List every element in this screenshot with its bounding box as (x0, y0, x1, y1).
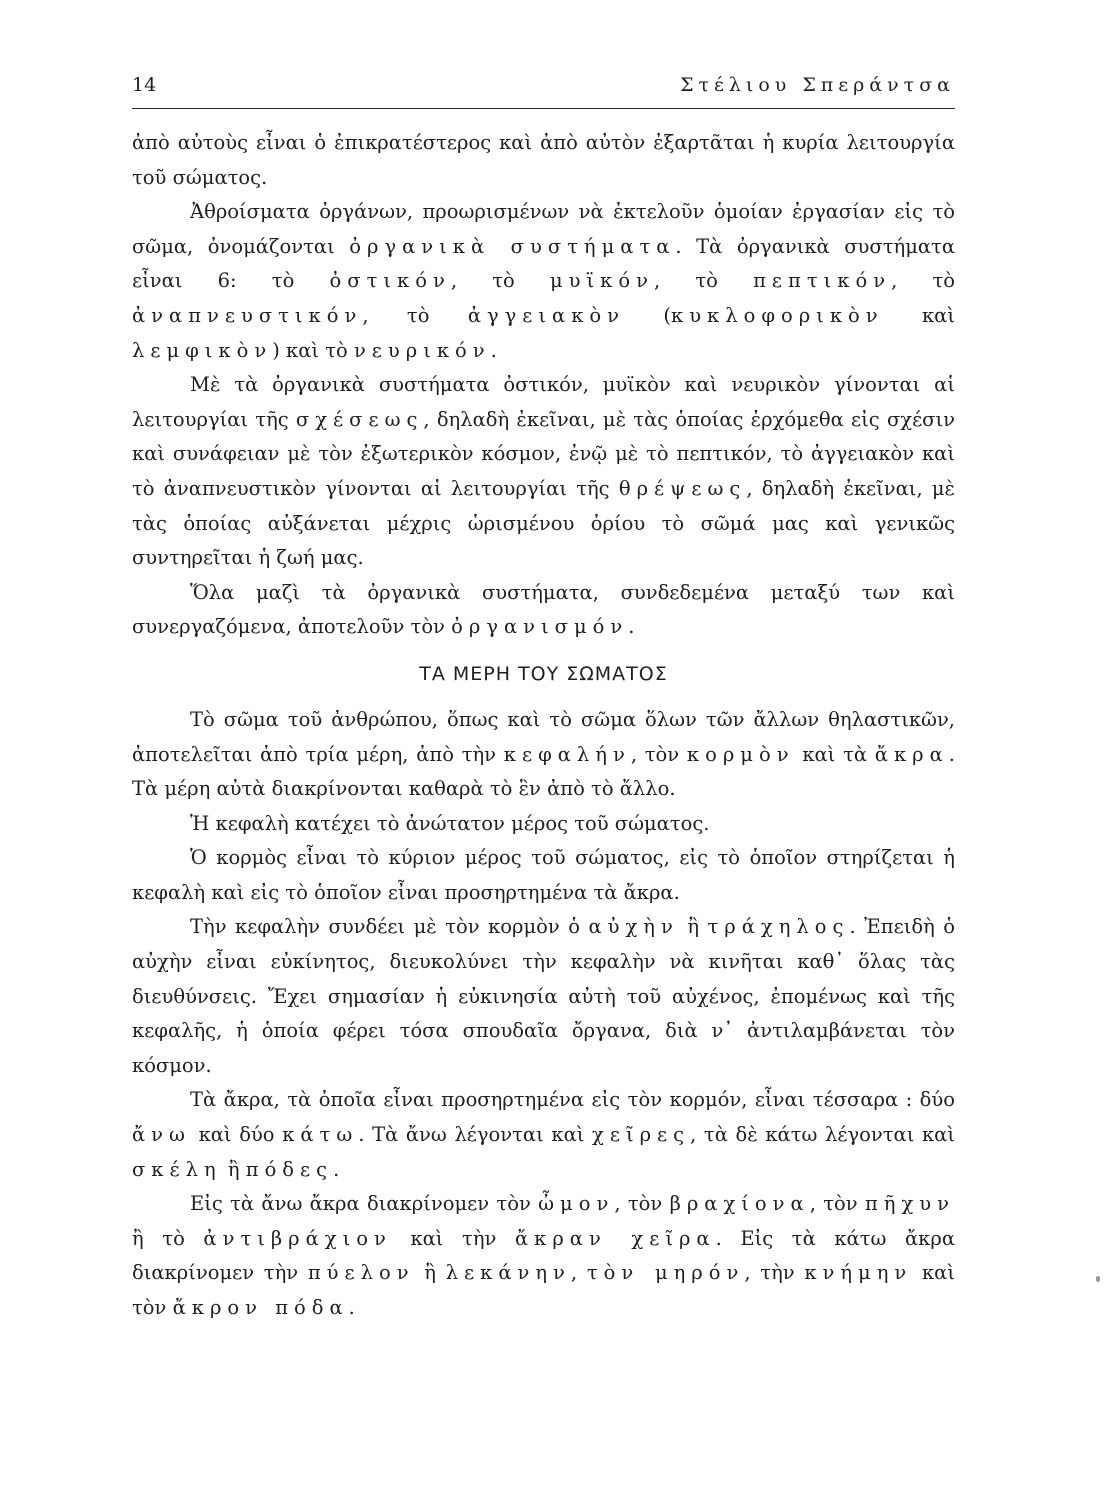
paragraph-text: καὶ τὰ (794, 742, 875, 766)
paragraph-text: . Εἰς τὰ κάτω ἄκρα διακρίνομεν τὴν (132, 1226, 955, 1285)
paragraph-text: καὶ δύο (190, 1123, 283, 1147)
paragraph-text: Μὲ τὰ ὀργανικὰ συστήματα ὀστικόν, μυϊκὸν καὶ νευρικὸν γίνονται αἱ λειτουργίαι τῆς (132, 373, 955, 431)
spaced-term: ὦμον (538, 1192, 615, 1216)
paragraph (132, 703, 955, 807)
spaced-term: σχέσεως (295, 407, 424, 431)
spaced-term: χεῖρες (592, 1123, 691, 1147)
paragraph-text: , δηλαδὴ ἐκεῖναι, μὲ τὰς ὁποίας αὐξάνεται μέχρις ὡρισμένου ὁρίου τὸ σῶμά μας καὶ γενικῶς συντηρεῖται ἡ ζωή μας. (132, 476, 955, 570)
paragraph-text: καὶ τὸν (132, 1261, 955, 1319)
paragraph-text: καὶ (883, 303, 956, 327)
section-heading: ΤΑ ΜΕΡΗ ΤΟΥ ΣΩΜΑΤΟΣ (419, 662, 668, 685)
paragraph-text: ἢ τὸ (132, 1226, 204, 1250)
paragraph-text: Εἰς τὰ ἄνω ἄκρα διακρίνομεν τὸν (190, 1192, 539, 1216)
paragraph-text: Τὴν κεφαλὴν συνδέει μὲ τὸν κορμὸν ὁ (190, 915, 589, 939)
spaced-term: ἀναπνευστικόν (132, 303, 363, 327)
spaced-term: ἄκρα (874, 742, 949, 766)
paragraph-text: ἀπὸ αὐτοὺς εἶναι ὁ ἐπικρατέστερος καὶ ἀπὸ αὐτὸν ἐξαρτᾶται ἡ κυρία λειτουργία τοῦ σώματος. (132, 131, 955, 189)
paragraph-text: , τὸν (630, 742, 687, 766)
spaced-term: κάτω (282, 1123, 359, 1147)
paragraph (132, 807, 955, 842)
paragraph-text: , τὸ (891, 269, 955, 293)
spaced-term: τὸν μηρόν (586, 1261, 745, 1285)
spaced-term: πόδες (245, 1157, 334, 1181)
paragraph-text: . Τὰ ὀργανικὰ συστήματα εἶναι 6: τὸ (132, 234, 955, 293)
paragraph-text: Ἀθροίσματα ὀργάνων, προωρισμένων νὰ ἐκτελοῦν ὁμοίαν ἐργασίαν εἰς τὸ σῶμα, ὀνομάζονται (132, 200, 955, 258)
paragraph-text: , (570, 1261, 587, 1285)
paragraph-text: , τὰ δὲ κάτω λέγονται καὶ (690, 1123, 955, 1147)
paragraph (132, 910, 955, 1083)
paragraph (132, 195, 955, 368)
paragraph-text: . (333, 1157, 340, 1181)
paragraph-text: . (490, 338, 497, 362)
spaced-term: ὀργανικὰ συστήματα (349, 234, 676, 258)
spaced-term: πῆχυν (864, 1192, 955, 1216)
spaced-term: ὀργανισμόν (451, 615, 629, 639)
spaced-term: βραχίονα (669, 1192, 810, 1216)
scan-speck (1096, 1276, 1100, 1282)
spaced-term: κνήμην (804, 1261, 913, 1285)
page-header (132, 74, 955, 109)
paragraph (132, 1083, 955, 1187)
spaced-term: τράχηλος (707, 915, 850, 939)
paragraph-text: , τὸ (362, 303, 468, 327)
paragraph (132, 841, 955, 910)
spaced-term: ἄνω (132, 1123, 191, 1147)
paragraph-text: , τὸ (450, 269, 550, 293)
paragraph-text: . Τὰ μέρη αὐτὰ διακρίνονται καθαρὰ τὸ ἓν ἀπὸ τὸ ἄλλο. (132, 742, 955, 801)
paragraph-text: , τὸν (614, 1192, 670, 1216)
paragraph (132, 1187, 955, 1325)
paragraph-text: ) καὶ τὸ (272, 338, 354, 362)
page-body (132, 126, 955, 1326)
spaced-term: νευρικόν (353, 338, 491, 362)
spaced-term: ὀστικόν (329, 269, 451, 293)
running-head: Στέλιου Σπεράντσα (680, 74, 955, 96)
paragraph-text: . Ἐπειδὴ ὁ αὐχὴν εἶναι εὐκίνητος, διευκολύνει τὴν κεφαλὴν νὰ κινῆται καθ᾽ ὅλας τὰς διευθύνσεις. Ἔχει σημασίαν ἡ εὐκινησία αὐτὴ τοῦ αὐχένος, ἐπομένως καὶ τῆς κεφαλῆς, ἡ ὁποία φέρει τόσα σπουδαῖα ὄργανα, διὰ ν᾽ ἀντιλαμβάνεται τὸν κόσμον. (132, 915, 955, 1077)
spaced-term: ἄκραν χεῖρα (514, 1226, 716, 1250)
spaced-term: σκέλη (132, 1157, 222, 1181)
paragraph-text: ἢ (414, 1261, 446, 1285)
spaced-term: ἄκρον πόδα (172, 1296, 349, 1319)
spaced-term: μυϊκόν (549, 269, 654, 293)
paragraph-text: ( (625, 303, 671, 327)
paragraph-text: , τὸ (653, 269, 754, 293)
paragraph-text: , τὴν (744, 1261, 805, 1285)
paragraph-text: Τὸ σῶμα τοῦ ἀνθρώπου, ὅπως καὶ τὸ σῶμα ὅλων τῶν ἄλλων θηλαστικῶν, ἀποτελεῖται ἀπὸ τρία μέρη, ἀπὸ τὴν (132, 707, 955, 766)
paragraph-text: Ὅλα μαζὶ τὰ ὀργανικὰ συστήματα, συνδεδεμένα μεταξύ των καὶ συνεργαζόμενα, ἀποτελοῦν τὸν (132, 580, 955, 639)
paragraph-text: , τὸν (809, 1192, 865, 1216)
spaced-term: κεφαλήν (503, 742, 631, 766)
paragraph-text: Τὰ ἄκρα, τὰ ὁποῖα εἶναι προσηρτημένα εἰς τὸν κορμόν, εἶναι τέσσαρα : δύο (190, 1088, 955, 1112)
paragraph-text: καὶ τὴν (391, 1226, 515, 1250)
spaced-term: ἀγγειακὸν (467, 303, 626, 327)
paragraph-text: , δηλαδὴ ἐκεῖναι, μὲ τὰς ὁποίας ἐρχόμεθα εἰς σχέσιν καὶ συνάφειαν μὲ τὸν ἐξωτερικὸν κόσμον, ἐνῷ μὲ τὸ πεπτικόν, τὸ ἀγγειακὸν καὶ τὸ ἀναπνευστικὸν γίνονται αἱ λειτουργίαι τῆς (132, 407, 955, 500)
spaced-term: ἀντιβράχιον (203, 1226, 392, 1250)
paragraph-text: Ἡ κεφαλὴ κατέχει τὸ ἀνώτατον μέρος τοῦ σώματος. (190, 811, 710, 835)
spaced-term: λεμφικὸν (132, 338, 273, 362)
paragraph-text: . (348, 1296, 355, 1319)
paragraph-text: . (628, 615, 635, 639)
spaced-term: λεκάνην (445, 1261, 571, 1285)
spaced-term: αὐχὴν (588, 915, 679, 939)
spaced-term: πύελον (307, 1261, 415, 1285)
paragraph (132, 368, 955, 576)
paragraph-text: Ὁ κορμὸς εἶναι τὸ κύριον μέρος τοῦ σώματος, εἰς τὸ ὁποῖον στηρίζεται ἡ κεφαλὴ καὶ εἰς τὸ ὁποῖον εἶναι προσηρτημένα τὰ ἄκρα. (132, 846, 955, 904)
paragraph (132, 576, 955, 645)
paragraph-text: ἢ (221, 1157, 246, 1181)
spaced-term: θρέψεως (618, 476, 747, 500)
paragraph-text: . Τὰ ἄνω λέγονται καὶ (358, 1123, 593, 1147)
spaced-term: κυκλοφορικὸν (671, 303, 884, 327)
paragraph (132, 126, 955, 195)
page-number: 14 (132, 74, 157, 96)
spaced-term: κορμὸν (686, 742, 795, 766)
spaced-term: πεπτικόν (753, 269, 892, 293)
paragraph-text: ἢ (678, 915, 708, 939)
